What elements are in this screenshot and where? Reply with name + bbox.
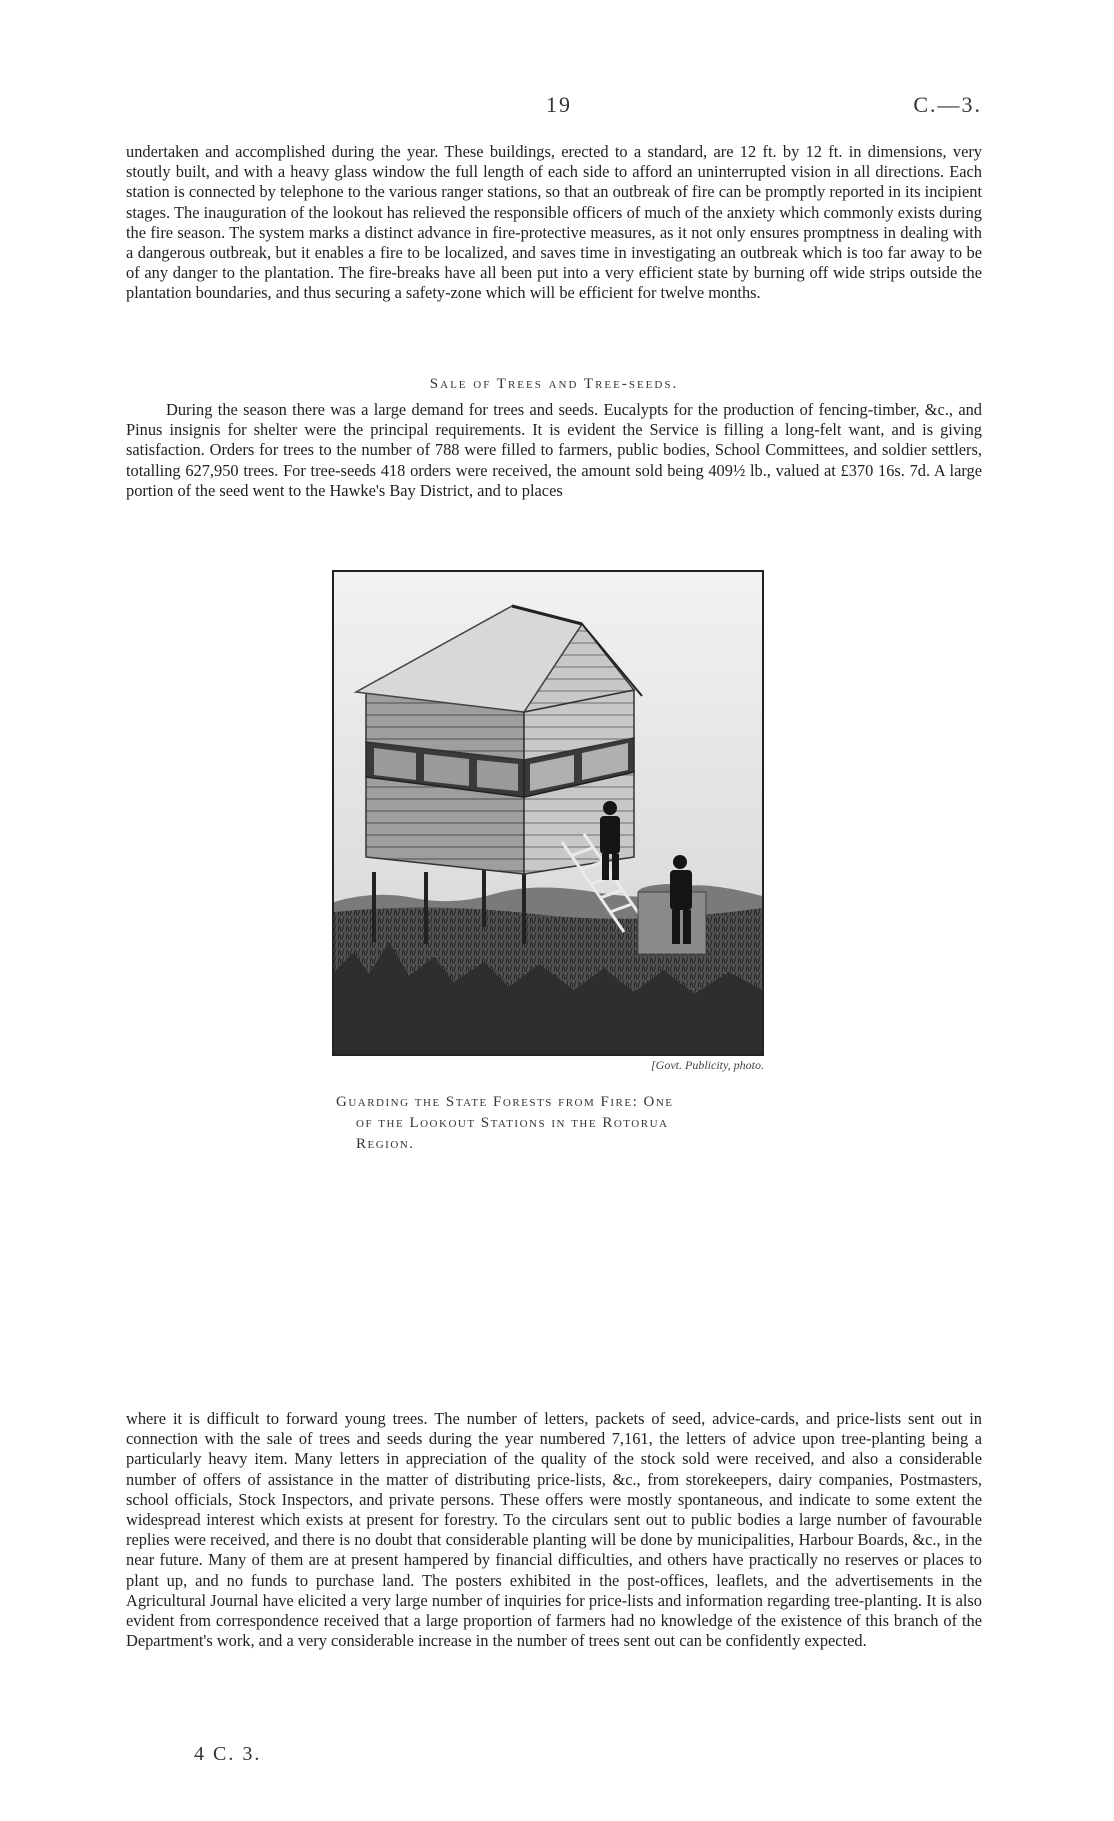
figure-caption: [336, 1092, 766, 1155]
caption-line: Guarding the State Forests from Fire: One: [336, 1094, 674, 1110]
paragraph-correspondence: where it is difficult to forward young trees. The number of letters, packets of seed, advice-cards, and price-lists sent out in connection with the sale of trees and seeds during the year numbered 7,161, the letters of advice upon tree-planting being a particularly heavy item. Many letters in appreciation of the quality of the stock sold were received, and also a considerable number of offers of assistance in the matter of distributing price-lists, &c., from storekeepers, dairy companies, Postmasters, school officials, Stock Inspectors, and private persons. These offers were mostly spontaneous, and indicate to some extent the widespread interest which exists at present for forestry. To the circulars sent out to public bodies a large number of favourable replies were received, and there is no doubt that considerable planting will be done by municipalities, Harbour Boards, &c., in the near future. Many of them are at present hampered by financial difficulties, and others have practically no reserves or places to plant up, and no funds to purchase land. The posters exhibited in the post-offices, leaflets, and the advertisements in the Agricultural Journal have elicited a very large number of inquiries for price-lists and information regarding tree-planting. It is also evident from correspondence received that a large proportion of farmers had no knowledge of the existence of this branch of the Department's work, and a very considerable increase in the number of trees sent out can be confidently expected.: [126, 1409, 982, 1651]
lookout-station-illustration: [334, 572, 762, 1054]
page-number: 19: [546, 92, 572, 117]
section-heading: Sale of Trees and Tree-seeds.: [429, 376, 679, 392]
paragraph-sale-of-trees: During the season there was a large demand for trees and seeds. Eucalypts for the production of fencing-timber, &c., and Pinus insignis for shelter were the principal requirements. It is evident the Service is filling a long-felt want, and is giving satisfaction. Orders for trees to the number of 788 were filled to farmers, public bodies, School Committees, and soldier settlers, totalling 627,950 trees. For tree-seeds 418 orders were received, the amount sold being 409½ lb., valued at £370 16s. 7d. A large portion of the seed went to the Hawke's Bay District, and to places: [126, 400, 982, 500]
paragraph-lookout-stations: undertaken and accomplished during the year. These buildings, erected to a standard, are 12 ft. by 12 ft. in dimensions, very stoutly built, and with a heavy glass window the full length of each side to afford an uninterrupted vision in all directions. Each station is connected by telephone to the various ranger stations, so that an outbreak of fire can be promptly reported in its incipient stages. The inauguration of the lookout has relieved the responsible officers of much of the anxiety which commonly exists during the fire season. The system marks a distinct advance in fire-protective measures, as it not only ensures promptness in dealing with a dangerous outbreak, but it enables a fire to be localized, and saves time in investigating an outbreak which is too far away to be of any danger to the plantation. The fire-breaks have all been put into a very efficient state by burning off wide strips outside the plantation boundaries, and thus securing a safety-zone which will be efficient for twelve months.: [126, 142, 982, 303]
photo-credit: [Govt. Publicity, photo.: [651, 1058, 764, 1072]
caption-line: of the Lookout Stations in the Rotorua: [356, 1115, 669, 1131]
caption-line: Region.: [356, 1136, 415, 1152]
footer-mark: 4 C. 3.: [194, 1743, 262, 1765]
lookout-station-photo: [332, 570, 764, 1056]
document-code: C.—3.: [913, 92, 982, 117]
page-header: [126, 92, 982, 132]
